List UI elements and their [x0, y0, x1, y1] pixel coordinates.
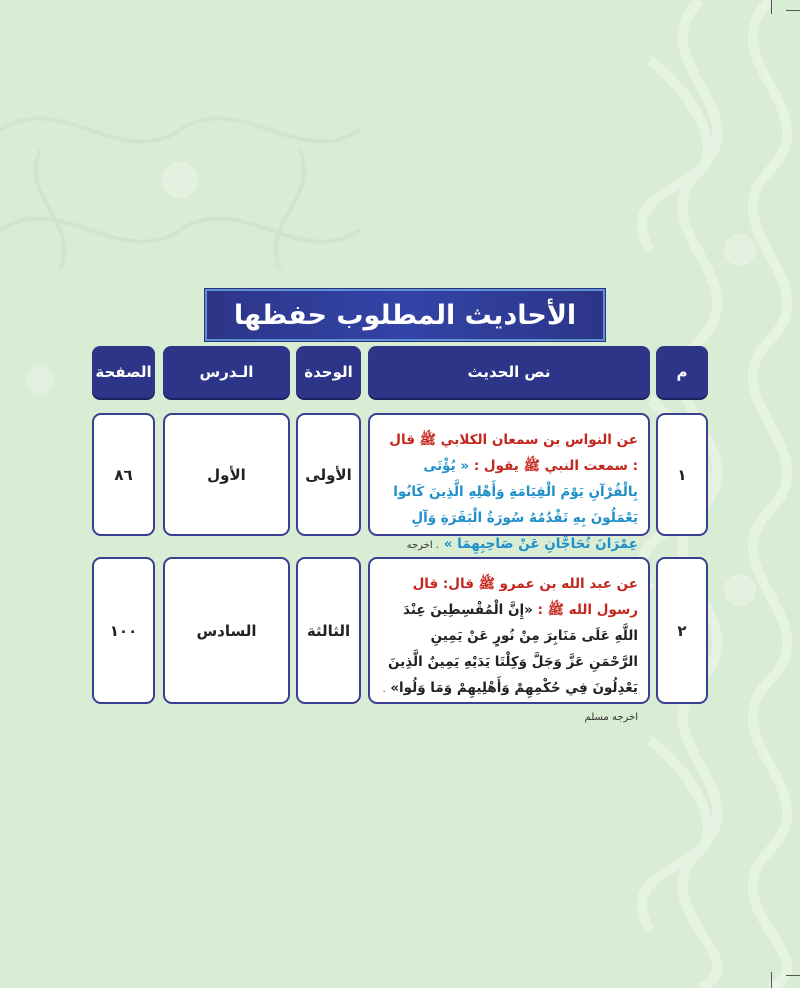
hadith-body: «إِنَّ الْمُقْسِطِينَ عِنْدَ اللَّهِ عَلَى مَنَابِرَ مِنْ نُورٍ عَنْ يَمِينِ الرَّحْمَنِ عَزَّ وَجَلَّ وَكِلْتَا يَدَيْهِ يَمِينٌ الَّذِينَ يَعْدِلُونَ فِي حُكْمِهِمْ وَأَهْلِيهِمْ وَمَا وَلُوا» [388, 602, 638, 696]
table-row-2-hadith [368, 557, 650, 723]
hadith-source: . اخرجه مسلم [382, 684, 638, 723]
hadith-intro: عن عبد الله بن عمرو ﷺ قال: قال رسول الله ﷺ : [412, 576, 638, 618]
header-lesson [163, 346, 290, 398]
header-hadith [368, 346, 650, 398]
table-row-2-lesson [163, 557, 290, 704]
row-unit: الثالثة [306, 621, 351, 640]
table-row-2-page [92, 557, 155, 704]
table-row-1-unit [296, 413, 361, 536]
crop-mark [786, 10, 800, 11]
page-title-banner [205, 289, 605, 341]
header-num [656, 346, 708, 398]
hadith-intro: عن النواس بن سمعان الكلابي ﷺ قال : سمعت النبي ﷺ يقول : [389, 432, 638, 474]
row-num: ١ [677, 465, 687, 484]
table-row-1-page [92, 413, 155, 536]
row-page: ١٠٠ [109, 621, 138, 640]
header-unit-label: الوحدة [304, 363, 353, 381]
table-row-1-lesson [163, 413, 290, 536]
header-hadith-label: نص الحديث [467, 363, 551, 381]
hadith-source: . اخرجه [406, 540, 439, 551]
hadith-body: « يُؤْتَى بِالْقُرْآنِ يَوْمَ الْقِيَامَةِ وَأَهْلِهِ الَّذِينَ كَانُوا يَعْمَلُونَ بِهِ تَقْدُمُهُ سُورَةُ الْبَقَرَةِ وَآلِ عِمْرَانَ تُحَاجَّانِ عَنْ صَاحِبِهِمَا » [393, 458, 638, 552]
row-num: ٢ [677, 621, 687, 640]
header-unit [296, 346, 361, 398]
header-page [92, 346, 155, 398]
row-page: ٨٦ [114, 465, 133, 484]
crop-mark [771, 0, 772, 14]
table-row-2-unit [296, 557, 361, 704]
row-lesson: السادس [196, 621, 257, 640]
page-title: الأحاديث المطلوب حفظها [233, 299, 577, 331]
header-num-label: م [676, 363, 688, 381]
header-lesson-label: الـدرس [199, 363, 254, 381]
table-row-2-num [656, 557, 708, 704]
crop-mark [786, 975, 800, 976]
header-page-label: الصفحة [95, 363, 152, 381]
table-row-1-num [656, 413, 708, 536]
hadith-text [380, 571, 638, 731]
row-lesson: الأول [207, 465, 246, 484]
row-unit: الأولى [305, 465, 352, 484]
crop-mark [771, 972, 772, 988]
table-row-1-hadith [368, 413, 650, 552]
